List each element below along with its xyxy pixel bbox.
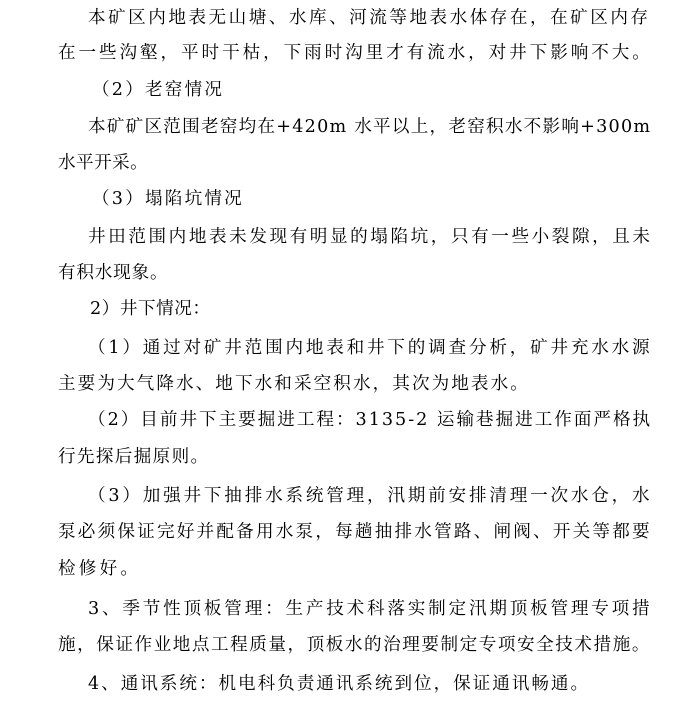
text-line: 本矿矿区范围老窑均在+420m 水平以上，老窑积水不影响+300m — [88, 117, 652, 137]
text-line: 有积水现象。 — [58, 263, 169, 283]
section-heading: 2）井下情况： — [90, 299, 211, 319]
text-line: 水平开采。 — [58, 153, 149, 173]
text-line: （2）目前井下主要掘进工程：3135-2 运输巷掘进工作面严格执 — [88, 410, 653, 430]
text-line: 本矿区内地表无山塘、水库、河流等地表水体存在，在矿区内存 — [88, 8, 651, 28]
section-heading: （2）老窑情况 — [92, 80, 225, 100]
text-line: （3）加强井下抽排水系统管理，汛期前安排清理一次水仓，水 — [88, 486, 653, 506]
text-line: 泵必须保证完好并配备用水泵，每趟抽排水管路、闸阀、开关等都要 — [58, 522, 652, 542]
text-line: 在一些沟壑，平时干枯，下雨时沟里才有流水，对井下影响不大。 — [58, 43, 653, 63]
text-line: 主要为大气降水、地下水和采空积水，其次为地表水。 — [58, 374, 530, 394]
text-line: 4、通讯系统：机电科负责通讯系统到位，保证通讯畅通。 — [88, 674, 590, 694]
text-line: 3、季节性顶板管理：生产技术科落实制定汛期顶板管理专项措 — [88, 599, 653, 619]
text-line: 行先探后掘原则。 — [58, 447, 210, 467]
section-heading: （3）塌陷坑情况 — [92, 189, 244, 209]
text-line: 井田范围内地表未发现有明显的塌陷坑，只有一些小裂隙，且未 — [88, 227, 653, 247]
text-line: 施，保证作业地点工程质量，顶板水的治理要制定专项安全技术措施。 — [58, 635, 651, 655]
text-line: （1）通过对矿井范围内地表和井下的调查分析，矿井充水水源 — [88, 338, 653, 358]
text-line: 检修好。 — [58, 559, 142, 579]
